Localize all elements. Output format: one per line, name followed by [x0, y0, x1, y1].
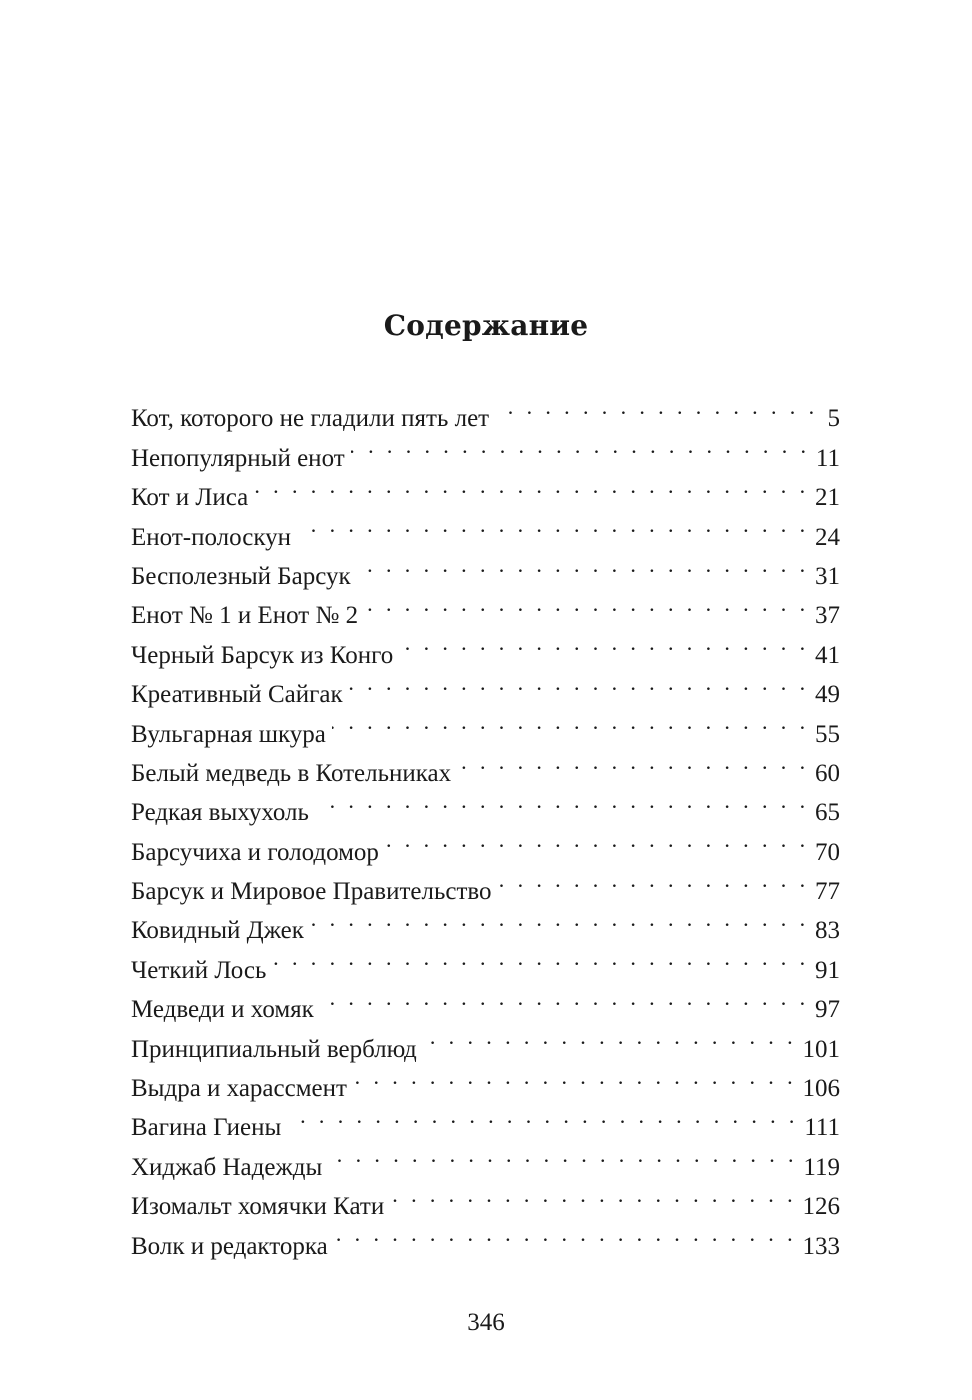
dot-leader — [332, 702, 809, 741]
dot-leader — [364, 584, 809, 623]
dot-leader — [254, 466, 809, 505]
page-title: Содержание — [383, 308, 589, 342]
toc-entry-title: Енот-полоскун — [131, 523, 291, 551]
toc-entry-title: Барсучиха и голодомор — [131, 838, 379, 866]
toc-entry-page: 106 — [802, 1075, 840, 1103]
toc-entry-title: Непопулярный енот — [131, 444, 345, 472]
toc-entry-title: Принципиальный верблюд — [131, 1035, 417, 1063]
toc-entry-title: Изомальт хомячки Кати — [131, 1193, 385, 1221]
toc-entry-page: 37 — [815, 602, 840, 630]
toc-entry-page: 101 — [802, 1035, 840, 1063]
toc-entry-title: Вагина Гиены — [131, 1114, 282, 1142]
dot-leader — [498, 860, 809, 899]
toc-entry-page: 24 — [815, 523, 840, 551]
toc-entry-page: 31 — [815, 562, 840, 590]
toc-entry-title: Белый медведь в Котельниках — [131, 759, 452, 787]
toc-entry-title: Бесполезный Барсук — [131, 562, 351, 590]
dot-leader — [272, 938, 809, 977]
toc-entry-page: 41 — [815, 641, 840, 669]
dot-leader — [457, 742, 809, 781]
dot-leader — [351, 426, 810, 465]
toc-entry-title: Волк и редакторка — [131, 1232, 328, 1260]
toc-entry-title: Барсук и Мировое Правительство — [131, 878, 492, 906]
toc-entry-page: 119 — [803, 1153, 840, 1181]
toc-entry-page: 126 — [802, 1193, 840, 1221]
toc-entry-page: 49 — [815, 681, 840, 709]
dot-leader — [353, 1057, 797, 1096]
page-number: 346 — [467, 1309, 505, 1336]
dot-leader — [334, 1214, 797, 1253]
toc-entry-title: Хиджаб Надежды — [131, 1153, 323, 1181]
dot-leader — [320, 978, 809, 1017]
toc-entry-title: Редкая выхухоль — [131, 799, 309, 827]
toc-entry-title: Ковидный Джек — [131, 917, 304, 945]
toc-entry — [131, 387, 840, 433]
toc-entry-page: 55 — [815, 720, 840, 748]
dot-leader — [328, 1135, 797, 1174]
toc-entry-title: Креативный Сайгак — [131, 681, 343, 709]
dot-leader — [495, 387, 818, 426]
table-of-contents — [131, 387, 840, 1260]
toc-entry-page: 77 — [815, 878, 840, 906]
toc-entry-page: 133 — [802, 1232, 840, 1260]
dot-leader — [423, 1017, 797, 1056]
toc-entry-title: Четкий Лось — [131, 956, 267, 984]
toc-entry-page: 21 — [815, 484, 840, 512]
toc-entry-page: 111 — [804, 1114, 840, 1142]
toc-entry-title: Кот и Лиса — [131, 484, 249, 512]
dot-leader — [399, 623, 809, 662]
dot-leader — [390, 1175, 796, 1214]
dot-leader — [385, 820, 809, 859]
toc-entry-page: 5 — [827, 405, 840, 433]
dot-leader — [297, 505, 809, 544]
toc-entry-title: Медведи и хомяк — [131, 996, 314, 1024]
toc-entry-title: Вульгарная шкура — [131, 720, 326, 748]
toc-entry-page: 97 — [815, 996, 840, 1024]
toc-entry-title: Выдра и харассмент — [131, 1075, 347, 1103]
toc-entry-page: 11 — [815, 444, 840, 472]
toc-entry-page: 70 — [815, 838, 840, 866]
dot-leader — [310, 899, 809, 938]
toc-entry-page: 83 — [815, 917, 840, 945]
toc-entry-page: 65 — [815, 799, 840, 827]
dot-leader — [357, 545, 809, 584]
toc-entry-title: Черный Барсук из Конго — [131, 641, 394, 669]
toc-entry-page: 60 — [815, 759, 840, 787]
dot-leader — [315, 781, 809, 820]
toc-entry-title: Енот № 1 и Енот № 2 — [131, 602, 359, 630]
dot-leader — [349, 663, 809, 702]
toc-entry-page: 91 — [815, 956, 840, 984]
dot-leader — [287, 1096, 798, 1135]
toc-entry-title: Кот, которого не гладили пять лет — [131, 405, 490, 433]
